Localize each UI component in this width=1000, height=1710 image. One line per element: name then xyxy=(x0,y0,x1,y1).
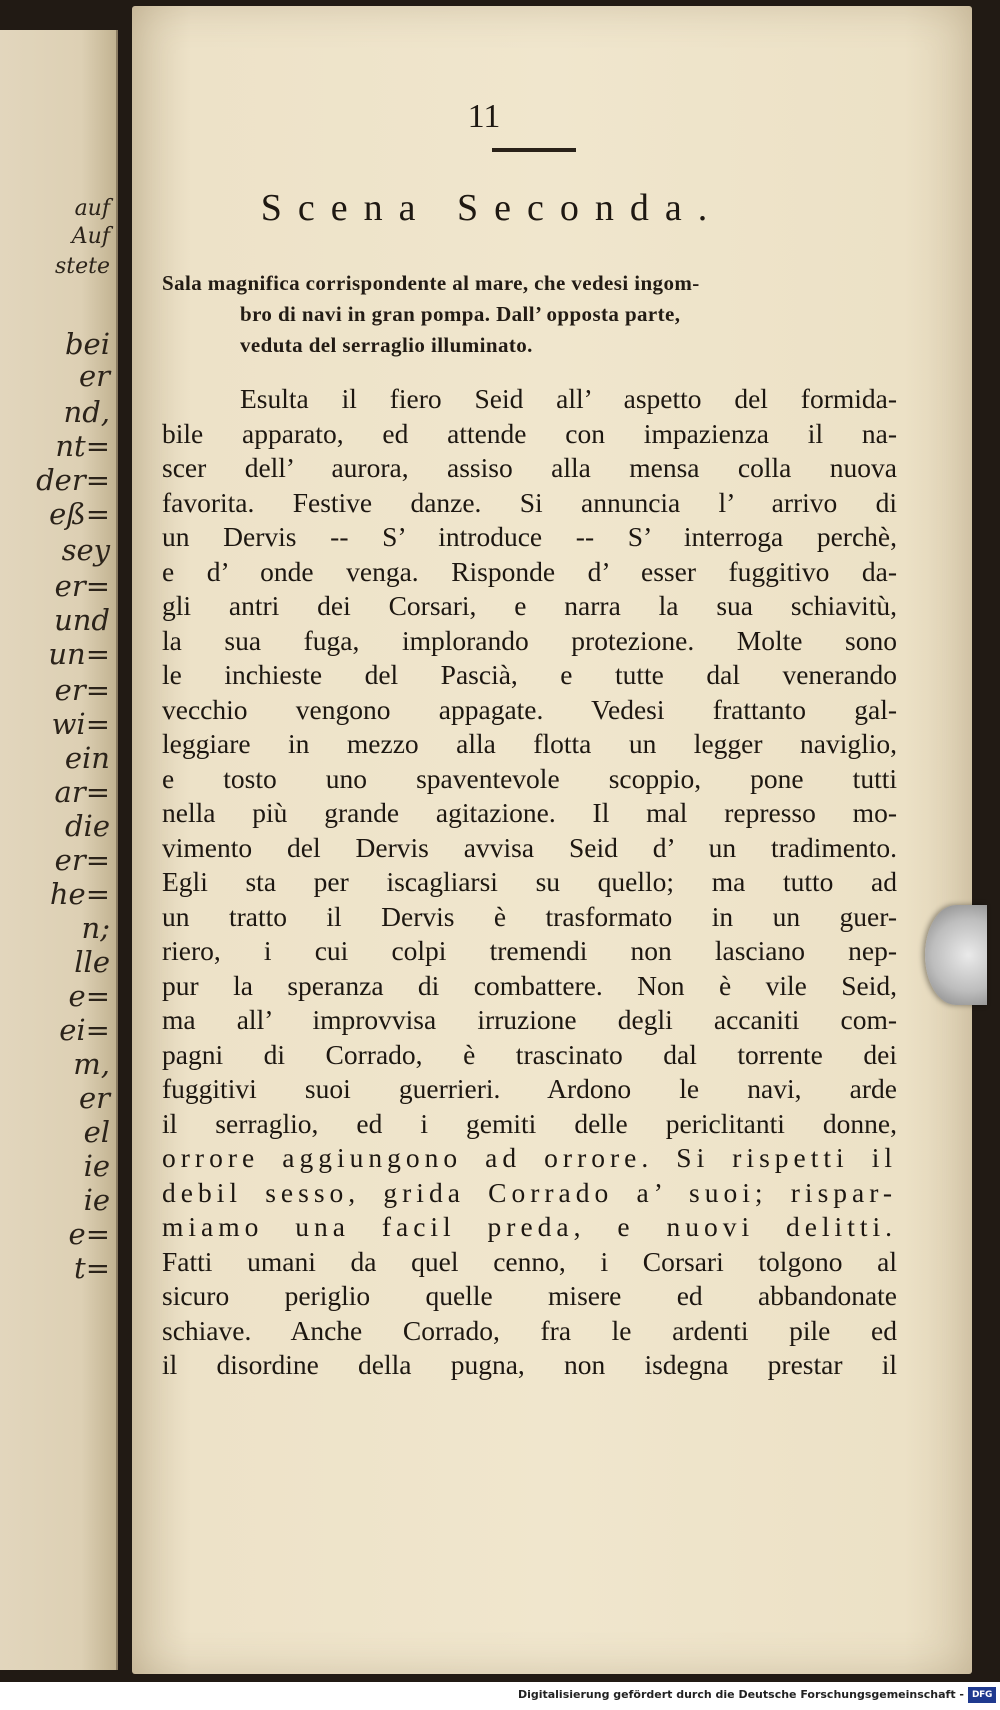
facing-page-fragment: er xyxy=(78,359,110,393)
page-tab-marker xyxy=(925,905,987,1005)
body-line: e d’ onde venga. Risponde d’ esser fuggitivo da- xyxy=(162,555,897,587)
body-line: nella più grande agitazione. Il mal represso mo- xyxy=(162,797,897,828)
body-line: favorita. Festive danze. Si annuncia l’ arrivo di xyxy=(162,486,897,518)
body-line: scer dell’ aurora, assiso alla mensa colla nuova xyxy=(162,452,897,483)
facing-page-fragment: wi= xyxy=(51,707,110,741)
body-line: leggiare in mezzo alla flotta un legger naviglio, xyxy=(162,728,897,759)
facing-page-fragment: e= xyxy=(68,1217,110,1251)
facing-page-fragment: er= xyxy=(54,569,110,603)
page-number-rule xyxy=(492,148,576,152)
facing-page-fragment: er= xyxy=(54,673,110,707)
body-line: gli antri dei Corsari, e narra la sua schiavitù, xyxy=(162,590,897,621)
facing-page-fragment: sey xyxy=(61,533,110,567)
facing-page-fragment: nd, xyxy=(63,395,110,429)
digitization-footer xyxy=(0,1682,1000,1710)
stage-direction xyxy=(162,268,897,361)
stage-direction-line: veduta del serraglio illuminato. xyxy=(240,333,533,357)
page-number: 11 xyxy=(467,98,501,135)
body-line: debil sesso, grida Corrado a’ suoi; rispar- xyxy=(162,1176,897,1208)
stage-direction-line: bro di navi in gran pompa. Dall’ opposta parte, xyxy=(240,302,681,326)
body-line: il serraglio, ed i gemiti delle periclitanti donne, xyxy=(162,1107,897,1139)
body-line: la sua fuga, implorando protezione. Molte sono xyxy=(162,624,897,656)
body-line: ma all’ improvvisa irruzione degli accaniti com- xyxy=(162,1004,897,1035)
facing-page-fragment: n; xyxy=(81,911,110,945)
body-text xyxy=(162,382,897,1383)
facing-page-fragment: auf xyxy=(74,196,110,221)
facing-page-fragment: ei= xyxy=(59,1013,110,1047)
facing-page-fragment: der= xyxy=(36,463,110,497)
facing-page-fragment: bei xyxy=(64,327,110,361)
body-line: un tratto il Dervis è trasformato in un guer- xyxy=(162,900,897,932)
body-line: bile apparato, ed attende con impazienza il na- xyxy=(162,417,897,449)
facing-page-left xyxy=(0,30,118,1670)
facing-page-fragment: eß= xyxy=(49,497,110,531)
body-line: riero, i cui colpi tremendi non lasciano nep- xyxy=(162,935,897,966)
body-line: Egli sta per iscagliarsi su quello; ma tutto ad xyxy=(162,866,897,897)
dfg-logo: DFG xyxy=(968,1687,996,1703)
scene-title: Scena Seconda. xyxy=(260,187,724,229)
facing-page-fragment: die xyxy=(64,809,110,843)
facing-page-fragment: e= xyxy=(68,979,110,1013)
facing-page-fragment: stete xyxy=(54,254,110,279)
facing-page-fragment: m, xyxy=(73,1047,110,1081)
facing-page-fragment: lle xyxy=(74,945,110,979)
body-line: schiave. Anche Corrado, fra le ardenti pile ed xyxy=(162,1314,897,1346)
body-line: sicuro periglio quelle misere ed abbandonate xyxy=(162,1280,897,1311)
body-line: le inchieste del Pascià, e tutte dal venerando xyxy=(162,659,897,690)
funding-credit: Digitalisierung gefördert durch die Deutsche Forschungsgemeinschaft - xyxy=(517,1688,964,1701)
body-line: vimento del Dervis avvisa Seid d’ un tradimento. xyxy=(162,831,897,863)
facing-page-fragment: ein xyxy=(64,741,110,775)
body-line: pur la speranza di combattere. Non è vile Seid, xyxy=(162,969,897,1001)
body-line: un Dervis -- S’ introduce -- S’ interroga perchè, xyxy=(162,521,897,552)
stage-direction-line: Sala magnifica corrispondente al mare, che vedesi ingom- xyxy=(162,271,700,295)
facing-page-fragment: er xyxy=(78,1081,110,1115)
facing-page-fragment: ar= xyxy=(54,775,110,809)
body-line: fuggitivi suoi guerrieri. Ardono le navi, arde xyxy=(162,1073,897,1104)
facing-page-fragment: nt= xyxy=(55,429,110,463)
body-line: orrore aggiungono ad orrore. Si rispetti il xyxy=(162,1142,897,1173)
facing-page-fragment: ie xyxy=(83,1183,110,1217)
body-line: vecchio vengono appagate. Vedesi frattanto gal- xyxy=(162,693,897,725)
facing-page-fragment: ie xyxy=(83,1149,110,1183)
facing-page-fragment: Auf xyxy=(71,224,110,249)
facing-page-fragment: er= xyxy=(54,843,110,877)
facing-page-fragment: und xyxy=(54,603,110,637)
body-line: miamo una facil preda, e nuovi delitti. xyxy=(162,1211,897,1242)
body-line: il disordine della pugna, non isdegna prestar il xyxy=(162,1349,897,1380)
facing-page-fragment: el xyxy=(83,1115,110,1149)
body-line: e tosto uno spaventevole scoppio, pone tutti xyxy=(162,762,897,794)
facing-page-fragment: un= xyxy=(48,637,110,671)
book-page xyxy=(132,6,972,1674)
body-line: Fatti umani da quel cenno, i Corsari tolgono al xyxy=(162,1245,897,1277)
facing-page-fragment: t= xyxy=(74,1251,110,1285)
body-line: pagni di Corrado, è trascinato dal torrente dei xyxy=(162,1038,897,1070)
facing-page-fragment: he= xyxy=(49,877,110,911)
body-line: Esulta il fiero Seid all’ aspetto del formida- xyxy=(240,383,897,414)
